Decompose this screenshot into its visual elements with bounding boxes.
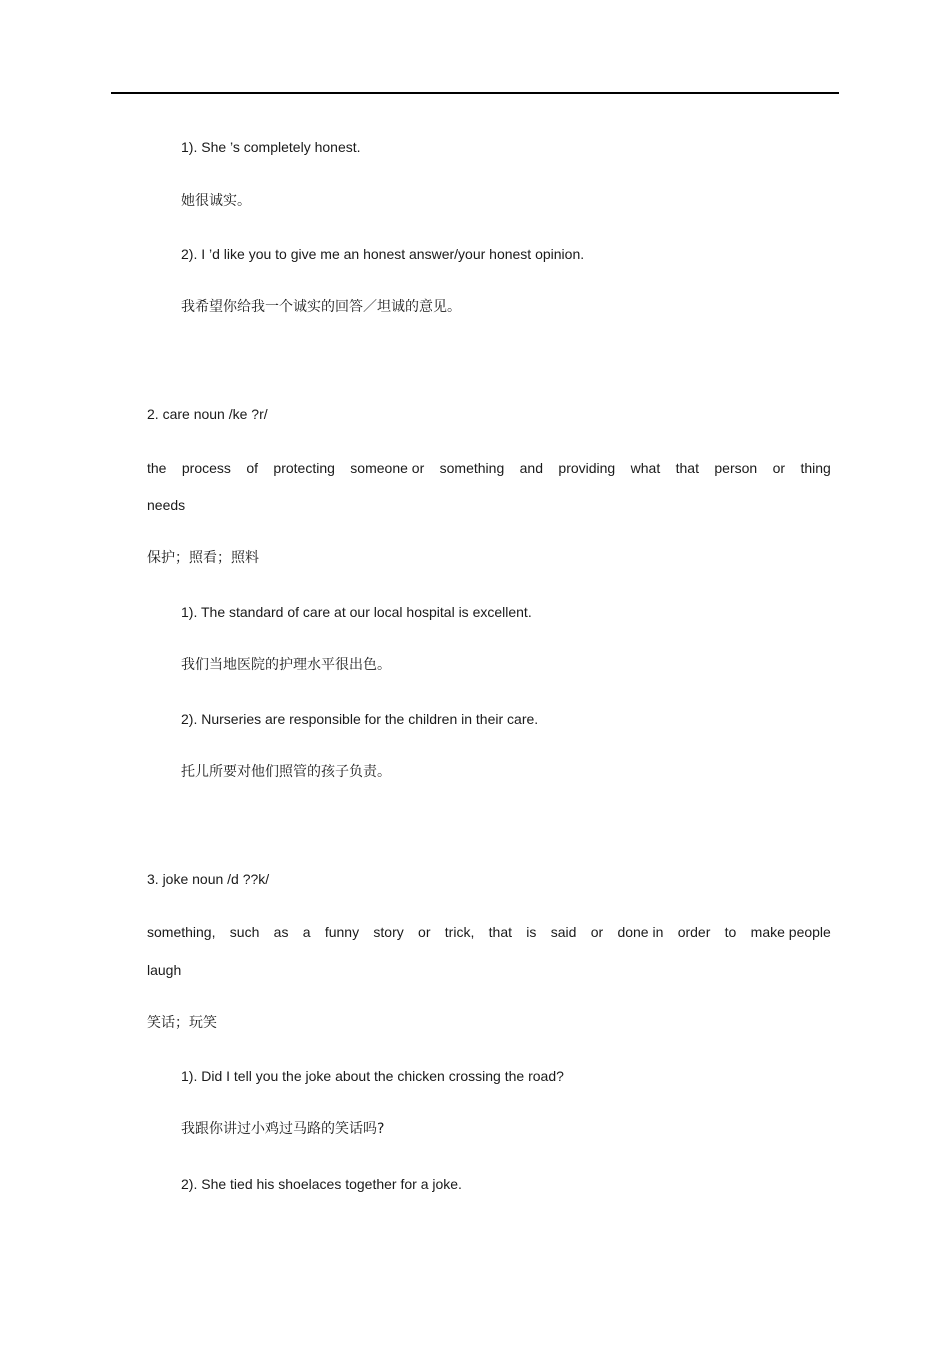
def-word: done in: [617, 924, 664, 940]
def-word: story: [373, 924, 404, 940]
def-word: what: [630, 460, 661, 476]
entry-heading-care: 2. care noun /ke ?r/: [147, 406, 268, 422]
def-word: person: [714, 460, 758, 476]
def-word: or: [590, 924, 604, 940]
header-rule: [111, 92, 839, 94]
def-word: the: [147, 460, 167, 476]
definition-care-cont: needs: [147, 497, 186, 513]
definition-joke: [147, 923, 831, 941]
example-honest-2-en: 2). I ’d like you to give me an honest answer/your honest opinion.: [181, 246, 585, 262]
def-word: order: [677, 924, 711, 940]
def-word: such: [229, 924, 260, 940]
def-word: of: [246, 460, 258, 476]
def-word: and: [519, 460, 543, 476]
entry-heading-joke: 3. joke noun /d ??k/: [147, 871, 270, 887]
example-care-1-en: 1). The standard of care at our local hospital is excellent.: [181, 604, 532, 620]
def-word: or: [772, 460, 786, 476]
def-word: something: [439, 460, 505, 476]
example-honest-1-zh: 她很诚实。: [181, 193, 251, 209]
def-word: process: [181, 460, 231, 476]
def-word: that: [675, 460, 699, 476]
translation-joke: 笑话；玩笑: [147, 1015, 217, 1031]
definition-care: [147, 459, 831, 477]
def-word: trick,: [444, 924, 475, 940]
example-honest-2-zh: 我希望你给我一个诚实的回答／坦诚的意见。: [181, 299, 461, 315]
definition-joke-cont: laugh: [147, 962, 182, 978]
def-word: a: [302, 924, 311, 940]
example-joke-2-en: 2). She tied his shoelaces together for a joke.: [181, 1176, 462, 1192]
def-word: providing: [558, 460, 616, 476]
def-word: someone or: [350, 460, 425, 476]
translation-care: 保护；照看；照料: [147, 550, 259, 566]
def-word: thing: [800, 460, 831, 476]
example-joke-1-zh: 我跟你讲过小鸡过马路的笑话吗?: [181, 1121, 385, 1137]
def-word: is: [526, 924, 537, 940]
def-word: something,: [147, 924, 216, 940]
def-word: funny: [324, 924, 360, 940]
example-care-1-zh: 我们当地医院的护理水平很出色。: [181, 657, 391, 673]
def-word: or: [418, 924, 431, 940]
def-word: that: [488, 924, 512, 940]
def-word: make people: [750, 924, 831, 940]
example-joke-1-en: 1). Did I tell you the joke about the chicken crossing the road?: [181, 1068, 564, 1084]
example-care-2-zh: 托儿所要对他们照管的孩子负责。: [181, 764, 391, 780]
def-word: to: [724, 924, 737, 940]
example-care-2-en: 2). Nurseries are responsible for the children in their care.: [181, 711, 539, 727]
example-honest-1-en: 1). She ’s completely honest.: [181, 139, 361, 155]
def-word: said: [550, 924, 577, 940]
def-word: as: [273, 924, 289, 940]
def-word: protecting: [273, 460, 335, 476]
